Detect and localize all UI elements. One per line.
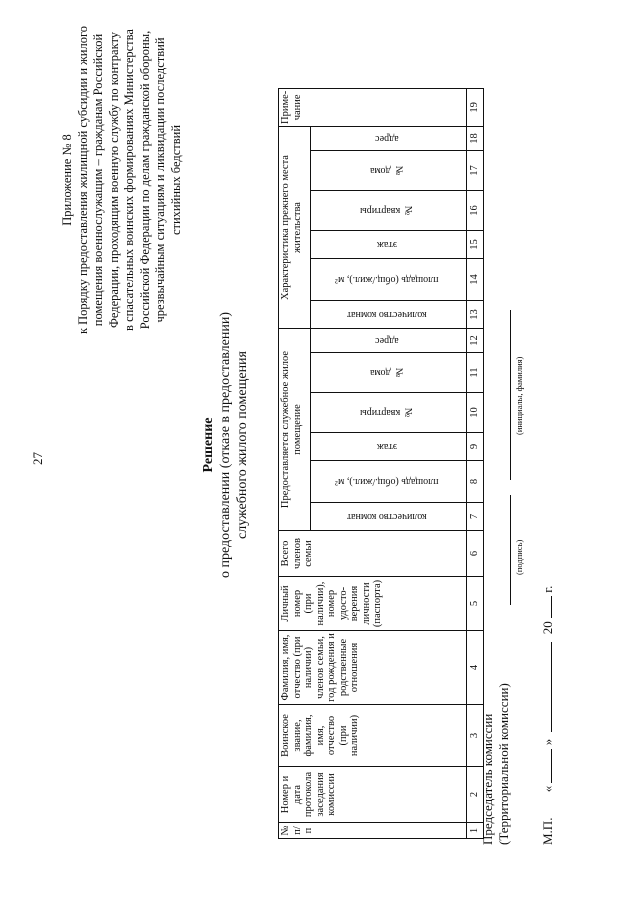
column-number: 2: [467, 767, 484, 823]
header-group-previous: Характеристика прежнего места жительства: [279, 127, 311, 329]
column-number: 11: [467, 353, 484, 393]
header-family: Фамилия, имя, отчество (при наличии) членов семьи, год рождения и родственные отношения: [279, 631, 467, 705]
heading-title: Решение: [201, 417, 216, 473]
subheader-area: площадь (общ./жил.), м²: [335, 476, 439, 488]
commission-label: (Территориальной комиссии): [496, 683, 511, 845]
column-number: 14: [467, 259, 484, 301]
appendix-line: чрезвычайным ситуациям и ликвидации последствий: [153, 37, 167, 323]
subheader-floor: этаж: [376, 441, 397, 453]
subheader-floor: этаж: [376, 239, 397, 251]
subheader-address: адрес: [374, 133, 399, 145]
column-number: 1: [467, 823, 484, 839]
stamp-date-block: [540, 586, 556, 845]
day-line: [551, 749, 552, 783]
subheader-house: № дома: [369, 367, 404, 379]
column-number: 16: [467, 191, 484, 231]
subheader-apartment: № квартиры: [359, 205, 414, 217]
header-protocol: Номер и дата протокола заседания комиссии: [279, 767, 467, 823]
column-number: 18: [467, 127, 484, 151]
stamp-mp: М.П.: [540, 817, 555, 845]
header-group-provided: Предоставляется служебное жилое помещение: [279, 329, 311, 531]
header-personal-number: Личный номер (при наличии), номер удосто-верения личности (паспорта): [279, 577, 467, 631]
chairman-label: Председатель комиссии: [480, 713, 495, 845]
column-number: 7: [467, 503, 484, 531]
month-line: [551, 642, 552, 732]
column-number: 12: [467, 329, 484, 353]
column-number: 4: [467, 631, 484, 705]
year-prefix: 20: [540, 621, 555, 635]
page-number: 27: [30, 452, 45, 465]
column-number: 9: [467, 433, 484, 461]
column-number: 17: [467, 151, 484, 191]
date-quote-close: »: [540, 738, 555, 746]
appendix-title: Приложение № 8: [60, 134, 74, 226]
column-number: 10: [467, 393, 484, 433]
heading-line: о предоставлении (отказе в предоставлении): [218, 311, 233, 579]
appendix-line: помещения военнослужащим – гражданам Российской: [91, 33, 105, 327]
document-heading: [200, 165, 251, 725]
name-caption: (инициалы, фамилия): [514, 356, 524, 435]
year-suffix: г.: [540, 585, 555, 593]
chairman-signature-block: [480, 683, 512, 845]
appendix-line: к Порядку предоставления жилищной субсидии и жилого: [75, 25, 90, 335]
column-number: 3: [467, 705, 484, 767]
decision-table: [278, 88, 484, 839]
header-num: № п/п: [279, 823, 467, 839]
header-note: Приме-чание: [279, 88, 467, 126]
subheader-apartment: № квартиры: [359, 407, 414, 419]
subheader-rooms: количество комнат: [346, 309, 427, 321]
subheader-area: площадь (общ./жил.), м²: [335, 274, 439, 286]
column-number: 15: [467, 231, 484, 259]
subheader-rooms: количество комнат: [346, 511, 427, 523]
header-family-count: Всего членов семьи: [279, 531, 467, 577]
column-number: 8: [467, 461, 484, 503]
header-rank-name: Воинское звание, фамилия, имя, отчество (при наличии): [279, 705, 467, 767]
subheader-address: адрес: [374, 335, 399, 347]
column-number: 5: [467, 577, 484, 631]
heading-line: служебного жилого помещения: [235, 351, 250, 539]
appendix-line: стихийных бедствий: [168, 124, 183, 236]
appendix-line: Федерации, проходящим военную службу по контракту: [106, 31, 121, 329]
date-quote-open: «: [540, 785, 555, 793]
appendix-line: в спасательных воинских формированиях Министерства: [122, 29, 136, 331]
subheader-house: № дома: [369, 165, 404, 177]
column-number: 13: [467, 301, 484, 329]
name-line: [510, 310, 511, 480]
appendix-line: Российской Федерации по делам гражданской обороны,: [137, 30, 152, 330]
column-number: 19: [467, 88, 484, 126]
year-line: [551, 596, 552, 618]
signature-caption: (подпись): [514, 539, 524, 575]
column-number: 6: [467, 531, 484, 577]
signature-line: [510, 495, 511, 605]
appendix-block: [60, 15, 184, 345]
